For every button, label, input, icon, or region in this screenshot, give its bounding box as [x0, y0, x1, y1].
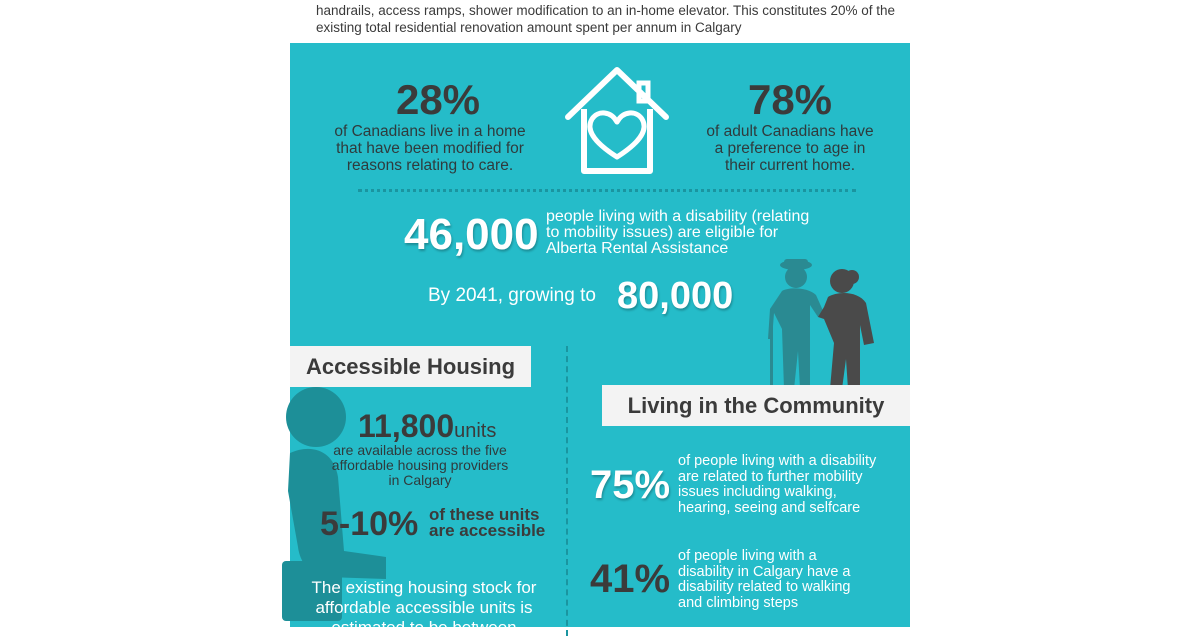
- stat-78-desc: [680, 123, 900, 174]
- stat-28-desc-line-2: that have been modified for: [336, 140, 524, 157]
- units-desc: [320, 443, 520, 488]
- housing-stock-line-3: estimated to be between: [331, 618, 517, 637]
- teal-panel: [290, 43, 910, 637]
- accessible-pct-value: 5-10%: [320, 505, 419, 543]
- community-stat-75-line-3: issues including walking,: [678, 484, 837, 500]
- column-divider: [566, 346, 568, 636]
- community-stat-75-line-4: hearing, seeing and selfcare: [678, 499, 861, 516]
- dotted-divider: [358, 189, 856, 192]
- stat-28-value: 28%: [395, 76, 481, 123]
- community-stat-75-line-1: of people living with a disability: [678, 453, 877, 469]
- housing-stock-line-2: affordable accessible units is: [315, 598, 533, 617]
- disability-count-desc: [546, 209, 809, 257]
- community-stat-75-line-2: are related to further mobility: [678, 468, 863, 485]
- community-stat-75-desc: [678, 454, 876, 516]
- community-stat-41-desc: [678, 549, 850, 611]
- community-stat-41-line-4: and climbing steps: [678, 594, 799, 611]
- stat-78-desc-line-3: their current home.: [724, 157, 856, 174]
- units-desc-line-3: in Calgary: [388, 472, 452, 488]
- growth-prefix: By 2041, growing to: [428, 285, 596, 306]
- housing-stock-line-1: The existing housing stock for: [311, 578, 537, 597]
- intro-line-2: existing total residential renovation amount spent per annum in Calgary: [316, 20, 742, 35]
- community-stat-41-line-1: of people living with a: [678, 548, 817, 564]
- housing-stock-text: [304, 578, 544, 638]
- units-desc-line-2: affordable housing providers: [331, 457, 509, 473]
- accessible-pct-desc-line-1: of these units: [429, 505, 540, 524]
- community-stat-41-line-3: disability related to walking: [678, 579, 851, 595]
- stat-78-desc-line-2: a preference to age in: [714, 140, 866, 157]
- intro-paragraph: [316, 0, 906, 36]
- disability-count-value: 46,000: [404, 210, 539, 259]
- units-suffix: units: [454, 420, 497, 442]
- growth-value: 80,000: [617, 275, 734, 317]
- community-stat-41-value: 41%: [590, 557, 671, 601]
- elderly-couple-icon: [768, 259, 880, 389]
- community-stat-75-value: 75%: [590, 463, 671, 507]
- community-stat-41-line-2: disability in Calgary have a: [678, 563, 851, 580]
- stat-28-desc-line-3: reasons relating to care.: [346, 157, 514, 174]
- disability-desc-line-3: Alberta Rental Assistance: [546, 240, 729, 257]
- intro-line-1: handrails, access ramps, shower modification to an in-home elevator. This constitutes 20% of the: [316, 3, 896, 18]
- units-desc-line-1: are available across the five: [333, 442, 507, 458]
- stat-28-desc: [320, 123, 540, 174]
- stat-28-desc-line-1: of Canadians live in a home: [334, 123, 526, 140]
- accessible-pct-desc-line-2: are accessible: [429, 521, 546, 540]
- stat-78-value: 78%: [747, 76, 833, 123]
- accessible-housing-heading: Accessible Housing: [290, 346, 531, 387]
- accessible-pct-desc: [429, 507, 545, 539]
- house-heart-icon: [562, 65, 672, 177]
- units-value: 11,800: [358, 408, 455, 444]
- stat-78-desc-line-1: of adult Canadians have: [706, 123, 874, 140]
- disability-desc-line-1: people living with a disability (relating: [546, 208, 810, 225]
- units-stat: [358, 408, 496, 445]
- disability-desc-line-2: to mobility issues) are eligible for: [546, 224, 779, 241]
- living-community-heading: Living in the Community: [602, 385, 910, 426]
